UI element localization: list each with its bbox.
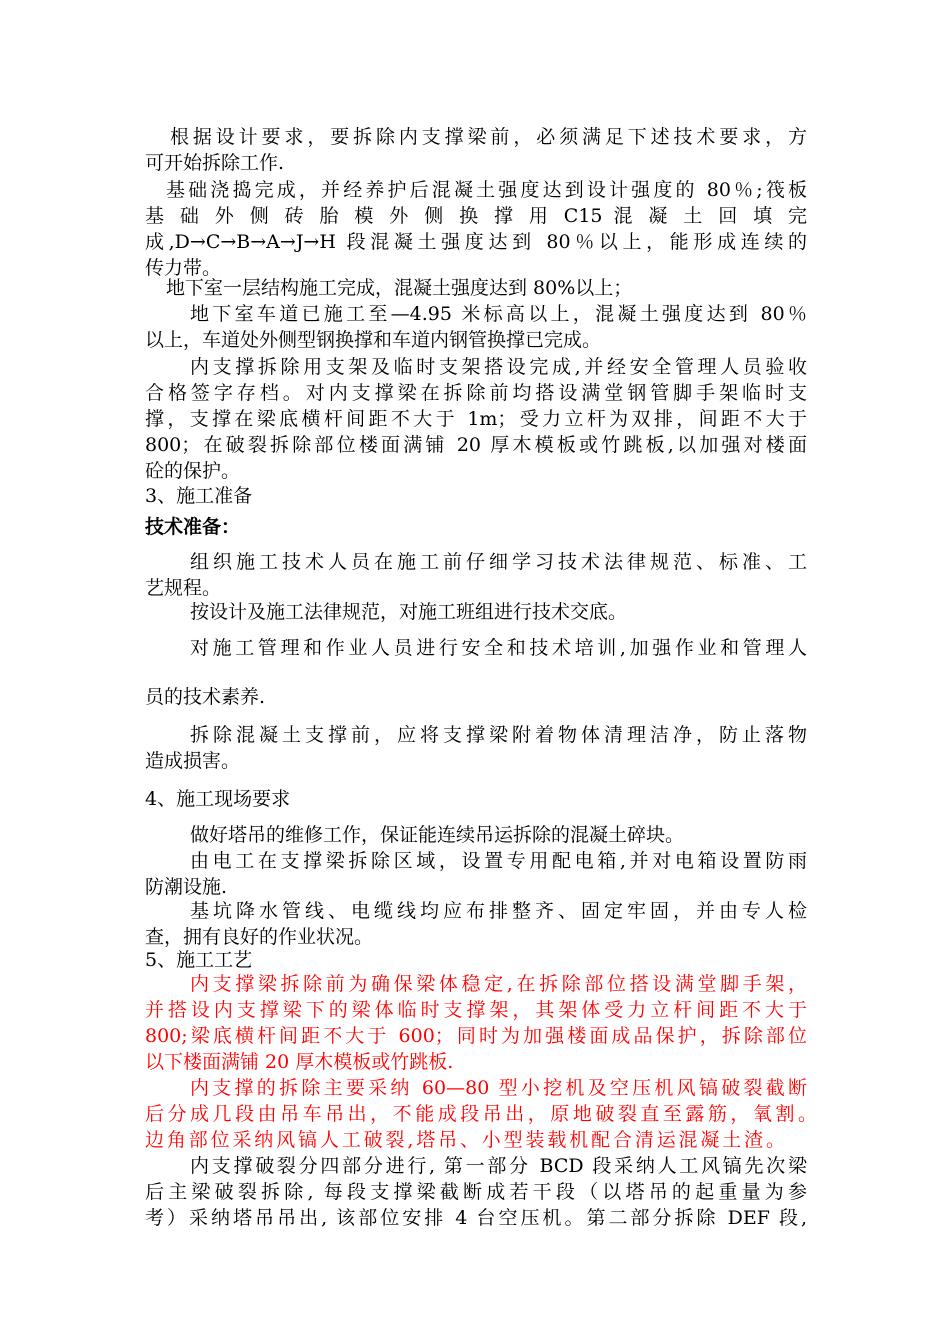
paragraph-line: 地下室一层结构施工完成，混凝土强度达到 80%以上； [166, 277, 633, 299]
paragraph-line: 内支撑破裂分四部分进行, 第一部分 BCD 段采纳人工风镐先次梁 [190, 1155, 807, 1177]
paragraph-line: 基坑降水管线、电缆线均应布排整齐、固定牢固，并由专人检 [190, 900, 807, 922]
paragraph-line-red: 并搭设内支撑梁下的梁体临时支撑架，其架体受力立杆间距不大于 [145, 999, 807, 1021]
paragraph-line: 地下室车道已施工至—4.95 米标高以上，混凝土强度达到 80％ [190, 303, 807, 325]
paragraph-line: 造成损害。 [145, 750, 241, 772]
paragraph-line: 基 础 外 侧 砖 胎 模 外 侧 换 撑 用 C15 混 凝 土 回 填 完 [145, 205, 807, 227]
paragraph-line: 对施工管理和作业人员进行安全和技术培训,加强作业和管理人 [190, 637, 807, 659]
paragraph-line: 砼的保护。 [145, 460, 241, 482]
paragraph-line: 防潮设施. [145, 876, 228, 898]
paragraph-line: 传力带。 [145, 257, 222, 279]
paragraph-line-red: 以下楼面满铺 20 厚木模板或竹跳板. [145, 1051, 454, 1073]
paragraph-line: 考）采纳塔吊吊出, 该部位安排 4 台空压机。第二部分拆除 DEF 段, [145, 1207, 807, 1229]
paragraph-line: 基础浇捣完成，并经养护后混凝土强度达到设计强度的 80％;筏板 [166, 179, 807, 201]
paragraph-line-red: 边角部位采纳风镐人工破裂,塔吊、小型装载机配合清运混凝土渣。 [145, 1129, 785, 1151]
paragraph-line-red: 内支撑的拆除主要采纳 60—80 型小挖机及空压机风镐破裂截断 [190, 1077, 807, 1099]
section-heading: 3、施工准备 [145, 485, 253, 507]
paragraph-line: 内支撑拆除用支架及临时支架搭设完成,并经安全管理人员验收 [190, 356, 807, 378]
subsection-heading: 技术准备： [145, 517, 241, 538]
paragraph-line: 可开始拆除工作. [145, 152, 285, 174]
paragraph-line: 根据设计要求，要拆除内支撑梁前，必须满足下述技术要求，方 [170, 126, 807, 148]
paragraph-line: 由电工在支撑梁拆除区域，设置专用配电箱,并对电箱设置防雨 [190, 850, 807, 872]
paragraph-line-red: 内支撑梁拆除前为确保梁体稳定,在拆除部位搭设满堂脚手架， [190, 973, 807, 995]
paragraph-line: 做好塔吊的维修工作，保证能连续吊运拆除的混凝土碎块。 [190, 824, 685, 846]
paragraph-line: 按设计及施工法律规范，对施工班组进行技术交底。 [190, 601, 628, 623]
section-heading: 4、施工现场要求 [145, 788, 291, 810]
paragraph-line: 组织施工技术人员在施工前仔细学习技术法律规范、标准、工 [190, 551, 807, 573]
paragraph-line: 艺规程。 [145, 577, 222, 599]
section-heading: 5、施工工艺 [145, 949, 253, 971]
paragraph-line: 查，拥有良好的作业状况。 [145, 926, 374, 948]
paragraph-line-red: 后分成几段由吊车吊出，不能成段吊出，原地破裂直至露筋，氧割。 [145, 1103, 817, 1125]
paragraph-line: 后主梁破裂拆除, 每段支撑梁截断成若干段（以塔吊的起重量为参 [145, 1181, 807, 1203]
paragraph-line: 以上，车道处外侧型钢换撑和车道内钢管换撑已完成。 [145, 329, 602, 351]
paragraph-line: 拆除混凝土支撑前，应将支撑梁附着物体清理洁净，防止落物 [190, 724, 807, 746]
paragraph-line-red: 800;梁底横杆间距不大于 600；同时为加强楼面成品保护，拆除部位 [145, 1025, 807, 1047]
paragraph-line: 员的技术素养. [145, 686, 266, 708]
paragraph-line: 撑，支撑在梁底横杆间距不大于 1m；受力立杆为双排，间距不大于 [145, 408, 807, 430]
paragraph-line: 合格签字存档。对内支撑梁在拆除前均搭设满堂钢管脚手架临时支 [145, 382, 807, 404]
paragraph-line: 成,D→C→B→A→J→H 段混凝土强度达到 80％以上，能形成连续的 [145, 231, 807, 253]
paragraph-line: 800；在破裂拆除部位楼面满铺 20 厚木模板或竹跳板,以加强对楼面 [145, 434, 807, 456]
